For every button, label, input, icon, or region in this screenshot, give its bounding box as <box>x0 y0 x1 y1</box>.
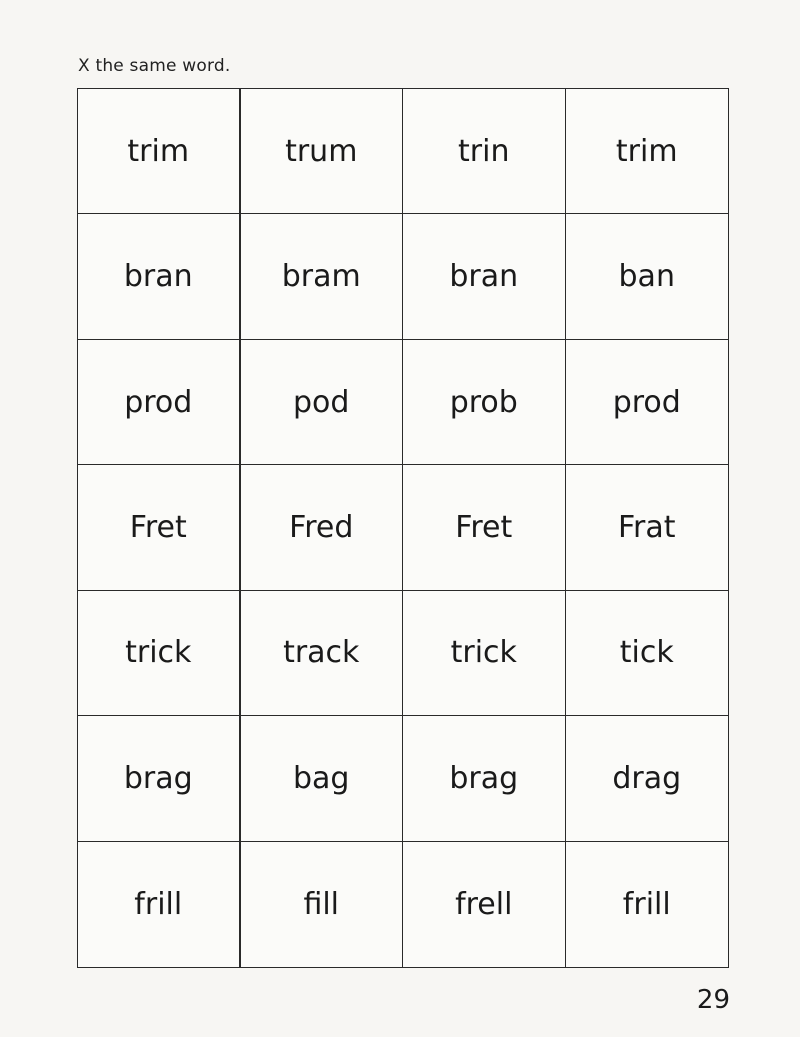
word-cell[interactable]: Frat <box>566 465 729 590</box>
word-grid <box>77 88 729 968</box>
word-cell[interactable]: drag <box>566 716 729 841</box>
word-cell[interactable]: bram <box>241 214 404 339</box>
word-cell[interactable]: track <box>241 591 404 716</box>
word-cell[interactable]: trum <box>241 89 404 214</box>
page-number: 29 <box>696 985 730 1015</box>
word-cell[interactable]: trick <box>403 591 566 716</box>
word-cell[interactable]: prod <box>78 340 241 465</box>
word-cell[interactable]: frill <box>78 842 241 967</box>
word-cell[interactable]: fill <box>241 842 404 967</box>
word-cell[interactable]: frell <box>403 842 566 967</box>
word-cell[interactable]: prob <box>403 340 566 465</box>
word-cell[interactable]: ban <box>566 214 729 339</box>
word-cell[interactable]: trick <box>78 591 241 716</box>
word-cell[interactable]: Fret <box>78 465 241 590</box>
word-cell[interactable]: brag <box>78 716 241 841</box>
word-cell[interactable]: Fred <box>241 465 404 590</box>
word-cell[interactable]: trim <box>78 89 241 214</box>
word-cell[interactable]: frill <box>622 886 671 922</box>
word-cell[interactable]: brag <box>403 716 566 841</box>
word-cell[interactable]: trin <box>403 89 566 214</box>
word-cell[interactable]: Fret <box>403 465 566 590</box>
word-cell[interactable]: bran <box>403 214 566 339</box>
word-cell[interactable]: prod <box>566 340 729 465</box>
word-cell[interactable]: bag <box>241 716 404 841</box>
word-cell[interactable]: pod <box>241 340 404 465</box>
instruction-text: X the same word. <box>78 56 231 76</box>
word-cell[interactable]: bran <box>78 214 241 339</box>
word-cell[interactable]: tick <box>566 591 729 716</box>
word-cell[interactable]: trim <box>566 89 729 214</box>
